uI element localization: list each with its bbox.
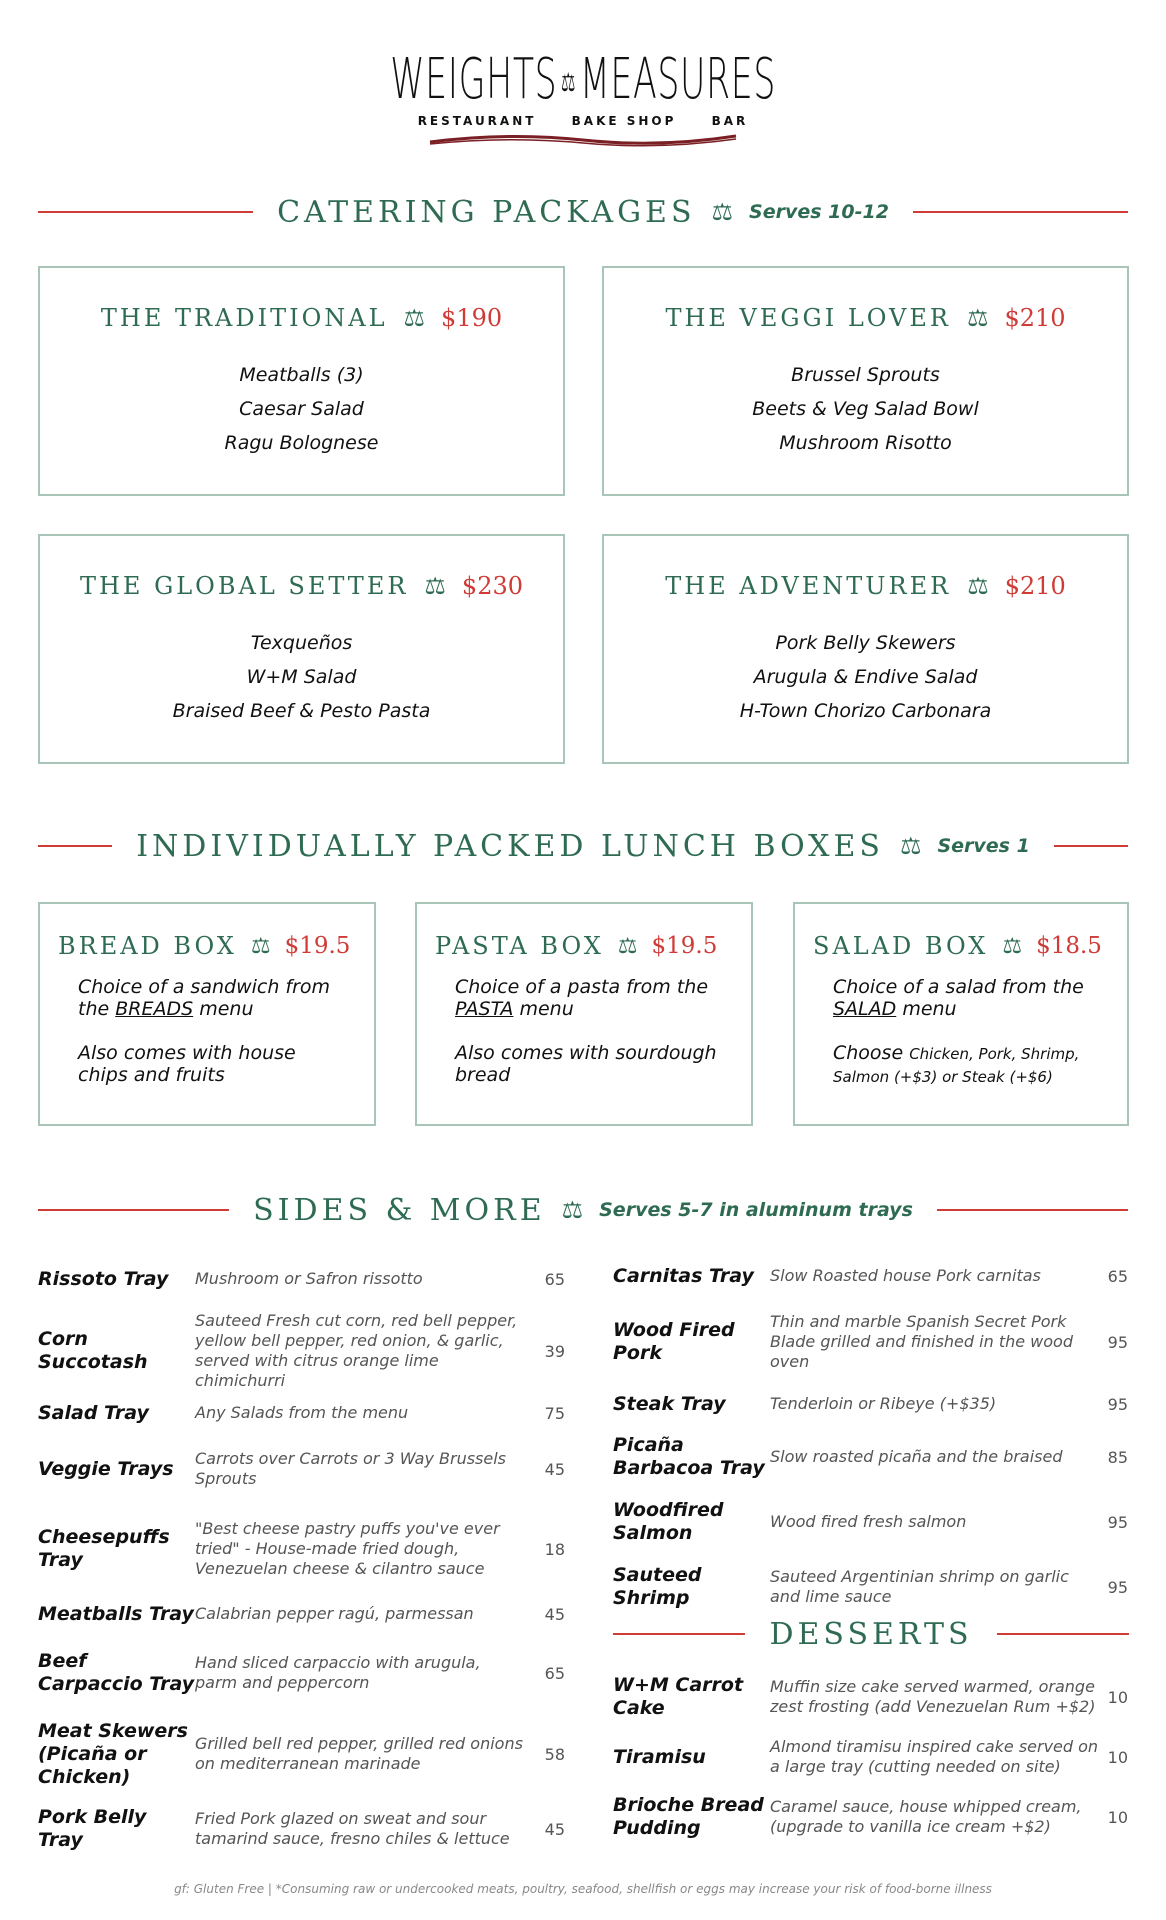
balance-scale-icon: ⚖ (403, 304, 426, 332)
sides-title: SIDES & MORE (253, 1192, 546, 1228)
item-name: Woodfired Salmon (613, 1499, 724, 1544)
package-item: W+M Salad (246, 666, 357, 688)
item-name: Brioche Bread Pudding (613, 1794, 764, 1839)
balance-scale-icon: ⚖ (561, 1196, 584, 1224)
item-description: Mushroom or Safron rissotto (195, 1269, 423, 1288)
lunch-note: Serves 1 (937, 835, 1030, 857)
menu-row (38, 1400, 565, 1426)
logo-sub-restaurant: RESTAURANT (417, 114, 537, 128)
logo-word-right: MEASURES (579, 47, 776, 112)
item-name: Steak Tray (613, 1392, 726, 1415)
lunch-box-line1 (833, 976, 1097, 1020)
package-item: Ragu Bolognese (224, 432, 379, 454)
sides-header (38, 1190, 1128, 1230)
breads-menu-link[interactable]: BREADS (115, 998, 194, 1020)
balance-scale-icon: ⚖ (899, 832, 922, 860)
dessert-row (613, 1672, 1128, 1722)
item-name: Sauteed Shrimp (613, 1564, 702, 1609)
item-description: Thin and marble Spanish Secret Pork Blade grilled and finished in the wood oven (770, 1312, 1073, 1371)
item-description: Sauteed Fresh cut corn, red bell pepper, yellow bell pepper, red onion, & garlic, served with citrus orange lime chimichurri (195, 1311, 518, 1390)
item-name: Cheesepuffs Tray (38, 1526, 170, 1571)
item-name: Tiramisu (613, 1745, 706, 1768)
item-name: W+M Carrot Cake (613, 1674, 744, 1719)
package-title: THE VEGGI LOVER (665, 304, 951, 332)
item-price: 85 (1107, 1447, 1128, 1467)
lunch-box-text: Choose (833, 1042, 910, 1064)
package-traditional (38, 266, 565, 496)
item-description: Grilled bell red pepper, grilled red onions on mediterranean marinade (195, 1734, 523, 1773)
balance-scale-icon: ⚖ (424, 572, 446, 600)
logo-word-left: WEIGHTS (390, 47, 558, 112)
lunch-box-text: Choice of a pasta from the (455, 976, 709, 998)
catering-header (38, 192, 1128, 232)
lunch-box-salad (793, 902, 1129, 1126)
item-price: 95 (1107, 1577, 1128, 1597)
logo-wordmark (390, 47, 776, 112)
package-price: $210 (1004, 304, 1066, 332)
balance-scale-icon: ⚖ (966, 304, 989, 332)
logo (0, 47, 1166, 148)
item-price: 95 (1107, 1512, 1128, 1532)
package-price: $230 (461, 572, 523, 600)
desserts-title: DESSERTS (769, 1616, 973, 1652)
lunch-box-text: menu (193, 998, 254, 1020)
item-description: Fried Pork glazed on sweat and sour tamarind sauce, fresno chiles & lettuce (195, 1809, 510, 1848)
item-price: 65 (1107, 1266, 1128, 1286)
balance-scale-icon: ⚖ (967, 572, 989, 600)
menu-row (613, 1497, 1128, 1547)
lunch-box-price: $18.5 (1036, 933, 1102, 959)
item-name: Carnitas Tray (613, 1264, 754, 1287)
catering-note: Serves 10-12 (749, 201, 889, 223)
lunch-box-title: BREAD BOX (58, 932, 237, 960)
lunch-header (38, 826, 1128, 866)
item-description: Sauteed Argentinian shrimp on garlic and lime sauce (770, 1567, 1069, 1606)
lunch-box-title: SALAD BOX (813, 932, 989, 960)
item-price: 58 (544, 1744, 565, 1764)
menu-row (38, 1446, 565, 1492)
divider-line (613, 1633, 745, 1635)
footer-disclaimer: gf: Gluten Free | *Consuming raw or undercooked meats, poultry, seafood, shellfish or eggs may increase your risk of food-borne illness (174, 1882, 992, 1896)
lunch-box-line1 (455, 976, 721, 1020)
item-price: 45 (544, 1604, 565, 1624)
item-price: 18 (544, 1539, 565, 1559)
item-description: Any Salads from the menu (195, 1403, 409, 1422)
item-description: Hand sliced carpaccio with arugula, parm and peppercorn (195, 1653, 481, 1692)
package-adventurer (602, 534, 1129, 764)
lunch-box-text: Choice of a sandwich from the (78, 976, 331, 1020)
package-price: $210 (1004, 572, 1066, 600)
desserts-header (613, 1614, 1129, 1654)
item-description: "Best cheese pastry puffs you've ever tried" - House-made fried dough, Venezuelan cheese & cilantro sauce (195, 1519, 500, 1578)
lunch-box-price: $19.5 (651, 933, 718, 959)
item-description: Slow roasted picaña and the braised (770, 1447, 1063, 1466)
divider-line (38, 1209, 229, 1211)
item-name: Beef Carpaccio Tray (38, 1650, 195, 1695)
divider-line (1054, 845, 1128, 847)
menu-row (613, 1432, 1128, 1482)
menu-row (613, 1391, 1128, 1417)
lunch-box-line2: Also comes with sourdough bread (455, 1042, 717, 1086)
menu-row (613, 1562, 1128, 1612)
package-item: Caesar Salad (239, 398, 364, 420)
item-price: 75 (544, 1403, 565, 1423)
item-price: 10 (1107, 1747, 1128, 1767)
item-name: Salad Tray (38, 1401, 149, 1424)
balance-scale-icon: ⚖ (711, 198, 734, 226)
catering-title: CATERING PACKAGES (277, 194, 696, 230)
balance-scale-icon: ⚖ (250, 933, 271, 959)
dessert-row (613, 1792, 1128, 1842)
lunch-box-text: menu (513, 998, 574, 1020)
package-title: THE GLOBAL SETTER (79, 572, 409, 600)
package-title: THE TRADITIONAL (100, 304, 388, 332)
package-item: Brussel Sprouts (791, 364, 940, 386)
lunch-box-title: PASTA BOX (435, 932, 604, 960)
package-item: Mushroom Risotto (779, 432, 952, 454)
item-name: Pork Belly Tray (38, 1806, 147, 1851)
package-item: Beets & Veg Salad Bowl (752, 398, 979, 420)
item-name: Corn Succotash (38, 1328, 148, 1373)
menu-row (38, 1266, 565, 1292)
menu-row (613, 1310, 1128, 1374)
lunch-box-line2 (833, 1042, 1097, 1088)
divider-line (913, 211, 1128, 213)
item-name: Meatballs Tray (38, 1602, 194, 1625)
protein-options: Chicken, Pork, Shrimp, Salmon (+$3) or Steak (+$6) (833, 1045, 1080, 1086)
package-title: THE ADVENTURER (665, 572, 952, 600)
item-price: 65 (544, 1663, 565, 1683)
item-description: Almond tiramisu inspired cake served on a large tray (cutting needed on site) (770, 1737, 1099, 1776)
divider-line (38, 211, 253, 213)
item-description: Caramel sauce, house whipped cream, (upgrade to vanilla ice cream +$2) (770, 1797, 1082, 1836)
package-item: Braised Beef & Pesto Pasta (172, 700, 431, 722)
menu-row (38, 1601, 565, 1627)
lunch-box-text: Choice of a salad from the (833, 976, 1084, 998)
package-item: Arugula & Endive Salad (753, 666, 978, 688)
item-description: Muffin size cake served warmed, orange zest frosting (add Venezuelan Rum +$2) (770, 1677, 1096, 1716)
item-price: 39 (544, 1341, 565, 1361)
sides-note: Serves 5-7 in aluminum trays (599, 1199, 913, 1221)
item-name: Picaña Barbacoa Tray (613, 1434, 765, 1479)
logo-subtitle (0, 114, 1166, 128)
lunch-box-bread (38, 902, 376, 1126)
dessert-row (613, 1732, 1128, 1782)
lunch-box-line2: Also comes with house chips and fruits (78, 1042, 296, 1086)
package-item: Texqueños (250, 632, 353, 654)
package-item: Pork Belly Skewers (775, 632, 956, 654)
logo-sub-bar: BAR (711, 114, 749, 128)
pasta-menu-link[interactable]: PASTA (455, 998, 514, 1020)
lunch-box-pasta (415, 902, 753, 1126)
item-description: Carrots over Carrots or 3 Way Brussels Sprouts (195, 1449, 507, 1488)
balance-scale-icon: ⚖ (1002, 933, 1023, 959)
item-price: 65 (544, 1269, 565, 1289)
package-global-setter (38, 534, 565, 764)
package-veggi-lover (602, 266, 1129, 496)
item-description: Wood fired fresh salmon (770, 1512, 967, 1531)
menu-row (613, 1263, 1128, 1289)
item-description: Slow Roasted house Pork carnitas (770, 1266, 1041, 1285)
menu-row (38, 1516, 565, 1582)
menu-row (38, 1648, 565, 1698)
item-description: Calabrian pepper ragú, parmessan (195, 1604, 474, 1623)
menu-row (38, 1311, 565, 1390)
item-name: Meat Skewers (Picaña or Chicken) (38, 1719, 188, 1788)
logo-swoosh (428, 132, 738, 148)
item-price: 95 (1107, 1332, 1128, 1352)
divider-line (937, 1209, 1128, 1211)
menu-row (38, 1718, 565, 1790)
balance-scale-icon: ⚖ (617, 933, 638, 959)
item-name: Veggie Trays (38, 1457, 174, 1480)
item-price: 10 (1107, 1807, 1128, 1827)
item-description: Tenderloin or Ribeye (+$35) (770, 1394, 997, 1413)
lunch-title: INDIVIDUALLY PACKED LUNCH BOXES (136, 828, 884, 864)
balance-scale-icon: ⚖ (560, 67, 577, 98)
item-price: 45 (544, 1819, 565, 1839)
item-name: Rissoto Tray (38, 1267, 169, 1290)
lunch-box-text: menu (896, 998, 957, 1020)
salad-menu-link[interactable]: SALAD (833, 998, 897, 1020)
package-item: Meatballs (3) (239, 364, 364, 386)
package-price: $190 (441, 304, 503, 332)
item-name: Wood Fired Pork (613, 1319, 735, 1364)
item-price: 45 (544, 1459, 565, 1479)
logo-sub-bakeshop: BAKE SHOP (571, 114, 677, 128)
lunch-box-price: $19.5 (284, 933, 351, 959)
divider-line (997, 1633, 1129, 1635)
menu-row (38, 1806, 565, 1852)
item-price: 10 (1107, 1687, 1128, 1707)
item-price: 95 (1107, 1394, 1128, 1414)
divider-line (38, 845, 112, 847)
package-item: H-Town Chorizo Carbonara (739, 700, 992, 722)
lunch-box-line1 (78, 976, 344, 1020)
